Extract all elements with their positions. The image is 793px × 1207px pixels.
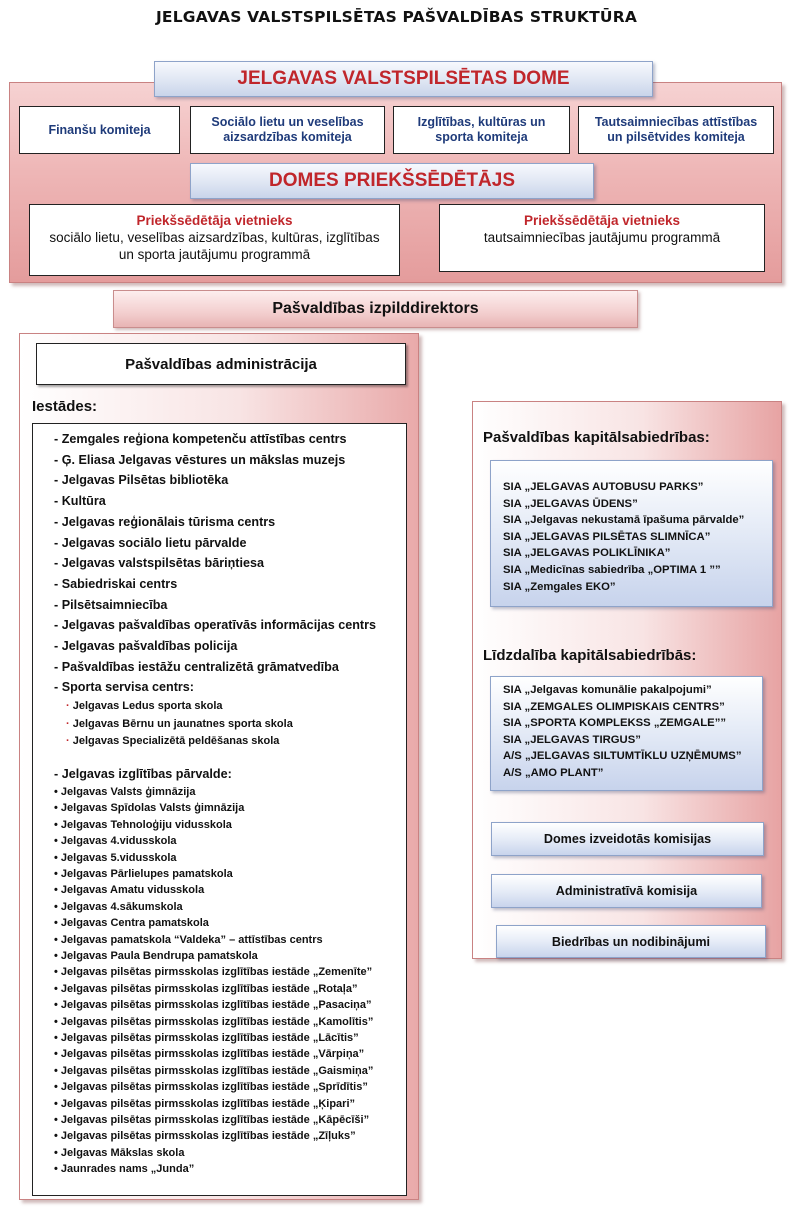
institution-item: - Jelgavas Pilsētas bibliotēka: [54, 473, 229, 488]
school-item: • Jelgavas pilsētas pirmsskolas izglītības iestāde „Ķipari”: [54, 1097, 355, 1110]
chairman-header: DOMES PRIEKŠSĒDĒTĀJS: [190, 163, 594, 199]
sport-school-item: · Jelgavas Ledus sporta skola: [66, 700, 223, 712]
associations-foundations: Biedrības un nodibinājumi: [496, 925, 766, 958]
deputy-chairman-social: Priekšsēdētāja vietnieks sociālo lietu, veselības aizsardzības, kultūras, izglītības un sporta jautājumu programmā: [29, 204, 400, 276]
school-item: • Jelgavas pilsētas pirmsskolas izglītības iestāde „Rotaļa”: [54, 982, 358, 995]
participation-company-item: SIA „JELGAVAS TIRGUS”: [503, 733, 641, 746]
institutions-list: [32, 423, 407, 1196]
school-item: • Jelgavas pilsētas pirmsskolas izglītības iestāde „Gaismiņa”: [54, 1064, 374, 1077]
school-item: • Jelgavas Valsts ģimnāzija: [54, 786, 196, 798]
institution-item: - Jelgavas pašvaldības operatīvās informācijas centrs: [54, 618, 376, 633]
institution-item: - Ģ. Eliasa Jelgavas vēstures un mākslas muzejs: [54, 452, 346, 467]
school-item: • Jelgavas Tehnoloģiju vidusskola: [54, 818, 232, 831]
school-item: • Jelgavas pilsētas pirmsskolas izglītības iestāde „Kamolītis”: [54, 1015, 374, 1028]
capital-company-item: SIA „JELGAVAS AUTOBUSU PARKS”: [503, 481, 704, 493]
school-item: • Jelgavas pilsētas pirmsskolas izglītības iestāde „Zemenīte”: [54, 966, 373, 979]
capital-companies-label: Pašvaldības kapitālsabiedrības:: [483, 429, 710, 446]
sport-school-item: · Jelgavas Bērnu un jaunatnes sporta skola: [66, 717, 293, 730]
school-item: • Jelgavas pilsētas pirmsskolas izglītības iestāde „Sprīdītis”: [54, 1081, 368, 1094]
committee-social-health: Sociālo lietu un veselības aizsardzības komiteja: [190, 106, 385, 154]
participation-label: Līdzdalība kapitālsabiedrībās:: [483, 647, 697, 664]
school-item: • Jelgavas 4.sākumskola: [54, 900, 183, 913]
participation-company-item: SIA „ZEMGALES OLIMPISKAIS CENTRS”: [503, 700, 725, 713]
school-item: • Jelgavas pilsētas pirmsskolas izglītības iestāde „Kāpēcīši”: [54, 1114, 370, 1126]
administrative-commission: Administratīvā komisija: [491, 874, 762, 908]
institution-item: - Kultūra: [54, 494, 106, 509]
institution-item: - Pašvaldības iestāžu centralizētā grāmatvedība: [54, 659, 339, 674]
participation-company-item: A/S „JELGAVAS SILTUMTĪKLU UZŅĒMUMS”: [503, 750, 742, 763]
committee-finance: Finanšu komiteja: [19, 106, 180, 154]
school-item: • Jelgavas pilsētas pirmsskolas izglītības iestāde „Zīļuks”: [54, 1130, 356, 1143]
participation-companies-list: [490, 676, 763, 791]
committee-economy-urban: Tautsaimniecības attīstības un pilsētvides komiteja: [578, 106, 774, 154]
institution-item: - Jelgavas pašvaldības policija: [54, 639, 238, 653]
institution-item: - Jelgavas sociālo lietu pārvalde: [54, 535, 247, 550]
school-item: • Jelgavas pamatskola “Valdeka” – attīstības centrs: [54, 933, 323, 946]
page-title: JELGAVAS VALSTSPILSĒTAS PAŠVALDĪBAS STRUKTŪRA: [155, 8, 638, 26]
council-header: JELGAVAS VALSTSPILSĒTAS DOME: [154, 61, 653, 97]
school-item: • Jelgavas Centra pamatskola: [54, 917, 209, 930]
school-item: • Jelgavas 5.vidusskola: [54, 851, 177, 864]
school-item: • Jelgavas 4.vidusskola: [54, 835, 177, 848]
school-item: • Jelgavas Pārlielupes pamatskola: [54, 868, 233, 880]
capital-companies-list: [490, 460, 773, 607]
council-commissions: Domes izveidotās komisijas: [491, 822, 764, 856]
school-item: • Jelgavas pilsētas pirmsskolas izglītības iestāde „Vārpiņa”: [54, 1048, 365, 1061]
executive-director: Pašvaldības izpilddirektors: [113, 290, 638, 328]
school-item: • Jelgavas Amatu vidusskola: [54, 884, 205, 897]
institution-item: - Jelgavas valstspilsētas bāriņtiesa: [54, 556, 265, 571]
participation-company-item: SIA „Jelgavas komunālie pakalpojumi”: [503, 684, 712, 696]
capital-company-item: SIA „JELGAVAS POLIKLĪNIKA”: [503, 547, 671, 560]
committee-education-culture-sport: Izglītības, kultūras un sporta komiteja: [393, 106, 570, 154]
school-item: • Jelgavas Spīdolas Valsts ģimnāzija: [54, 802, 245, 815]
institution-item: - Pilsētsaimniecība: [54, 597, 168, 612]
institution-item: - Zemgales reģiona kompetenču attīstības centrs: [54, 432, 347, 446]
institution-item: - Sabiedriskai centrs: [54, 576, 178, 591]
school-item: • Jelgavas pilsētas pirmsskolas izglītības iestāde „Pasaciņa”: [54, 999, 372, 1012]
capital-company-item: SIA „JELGAVAS PILSĒTAS SLIMNĪCA”: [503, 530, 711, 543]
sport-school-item: · Jelgavas Specializētā peldēšanas skola: [66, 735, 280, 747]
capital-company-item: SIA „Zemgales EKO”: [503, 580, 616, 593]
participation-company-item: A/S „AMO PLANT”: [503, 767, 604, 779]
institutions-label: Iestādes:: [32, 398, 98, 415]
capital-company-item: SIA „Jelgavas nekustamā īpašuma pārvalde”: [503, 514, 745, 527]
capital-company-item: SIA „Medicīnas sabiedrība „OPTIMA 1 ””: [503, 564, 721, 576]
school-item: • Jelgavas Mākslas skola: [54, 1146, 185, 1159]
school-item: • Jaunrades nams „Junda”: [54, 1163, 195, 1176]
deputy-chairman-economy: Priekšsēdētāja vietnieks tautsaimniecības jautājumu programmā: [439, 204, 765, 272]
administration-header: Pašvaldības administrācija: [36, 343, 406, 385]
capital-company-item: SIA „JELGAVAS ŪDENS”: [503, 497, 638, 510]
participation-company-item: SIA „SPORTA KOMPLEKSS „ZEMGALE””: [503, 717, 727, 730]
school-item: • Jelgavas Paula Bendrupa pamatskola: [54, 950, 258, 962]
school-item: • Jelgavas pilsētas pirmsskolas izglītības iestāde „Lācītis”: [54, 1032, 359, 1044]
education-board-item: - Jelgavas izglītības pārvalde:: [54, 767, 232, 781]
institution-item: - Jelgavas reģionālais tūrisma centrs: [54, 514, 276, 529]
institution-item: - Sporta servisa centrs:: [54, 680, 194, 695]
